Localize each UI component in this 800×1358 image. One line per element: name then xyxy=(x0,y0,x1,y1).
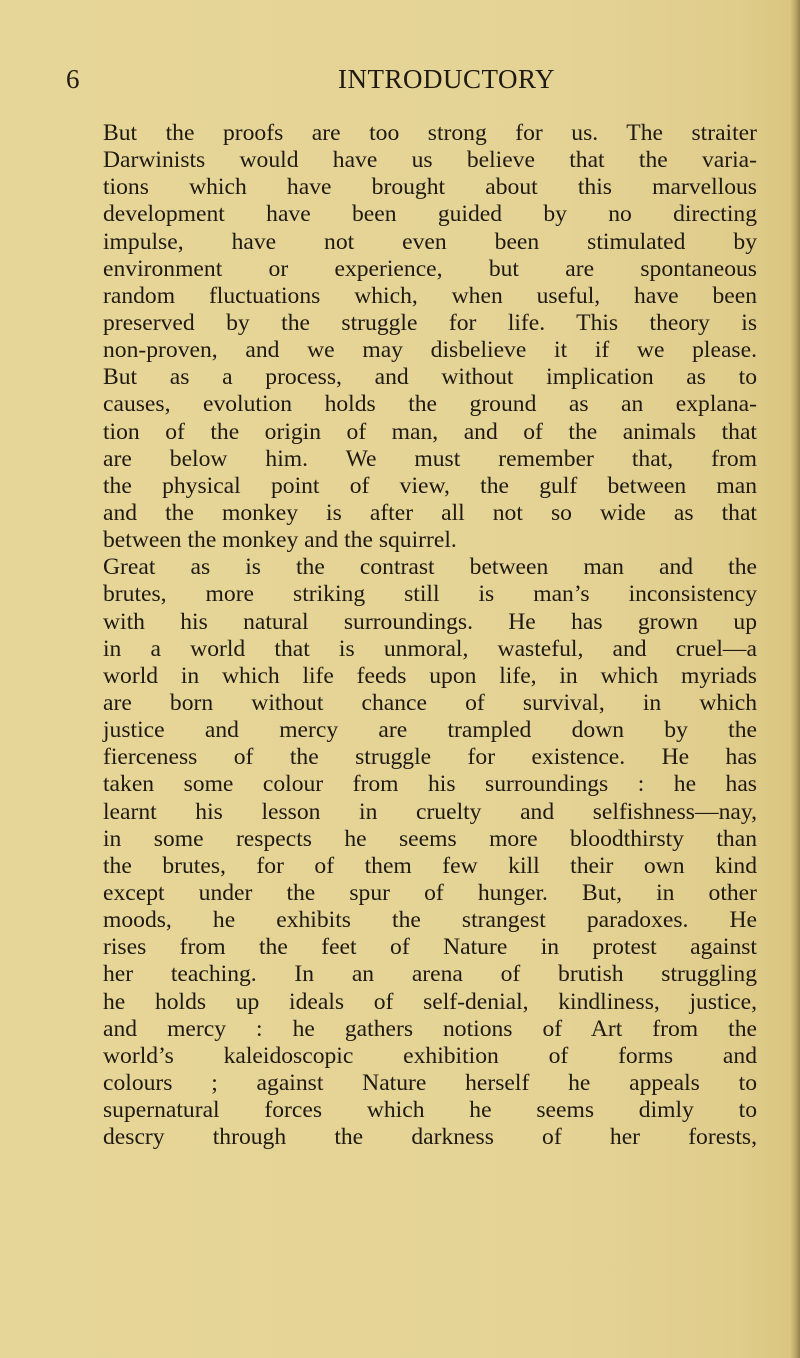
text-line: tions which have brought about this marvellous xyxy=(103,174,757,201)
text-line: learnt his lesson in cruelty and selfishness—nay, xyxy=(103,798,757,825)
text-line: the brutes, for of them few kill their own kind xyxy=(103,852,757,879)
text-line: development have been guided by no directing xyxy=(103,201,757,228)
text-line: colours ; against Nature herself he appeals to xyxy=(103,1069,757,1096)
text-line: are below him. We must remember that, from xyxy=(103,445,757,472)
text-line: impulse, have not even been stimulated by xyxy=(103,228,757,255)
text-line: fierceness of the struggle for existence. He has xyxy=(103,744,757,771)
text-line: environment or experience, but are spontaneous xyxy=(103,255,757,282)
body-text xyxy=(103,120,757,1151)
text-line: moods, he exhibits the strangest paradoxes. He xyxy=(103,907,757,934)
text-line: justice and mercy are trampled down by the xyxy=(103,717,757,744)
text-line: in some respects he seems more bloodthirsty than xyxy=(103,825,757,852)
text-line: between the monkey and the squirrel. xyxy=(103,527,457,554)
text-line: non-proven, and we may disbelieve it if we please. xyxy=(103,337,757,364)
text-line: her teaching. In an arena of brutish struggling xyxy=(103,961,757,988)
text-line: in a world that is unmoral, wasteful, and cruel—a xyxy=(103,635,757,662)
text-line: brutes, more striking still is man’s inconsistency xyxy=(103,581,757,608)
page-number: 6 xyxy=(66,64,80,94)
text-line: causes, evolution holds the ground as an explana- xyxy=(103,391,757,418)
text-line: are born without chance of survival, in which xyxy=(103,689,757,716)
text-line: random fluctuations which, when useful, have been xyxy=(103,282,757,309)
text-line: with his natural surroundings. He has grown up xyxy=(103,608,757,635)
text-line: world’s kaleidoscopic exhibition of forms and xyxy=(103,1042,757,1069)
text-line: But as a process, and without implication as to xyxy=(103,364,757,391)
text-line: and the monkey is after all not so wide as that xyxy=(103,499,757,526)
text-line: supernatural forces which he seems dimly to xyxy=(103,1097,757,1124)
text-line: tion of the origin of man, and of the animals that xyxy=(103,418,757,445)
text-line: the physical point of view, the gulf between man xyxy=(103,472,757,499)
page-edge-shadow xyxy=(790,0,800,1358)
text-line: descry through the darkness of her forests, xyxy=(103,1124,757,1151)
text-line: But the proofs are too strong for us. The straiter xyxy=(103,120,757,146)
text-line: except under the spur of hunger. But, in other xyxy=(103,879,757,906)
text-line: and mercy : he gathers notions of Art from the xyxy=(103,1015,757,1042)
text-line: rises from the feet of Nature in protest against xyxy=(103,934,757,961)
text-line: preserved by the struggle for life. This theory is xyxy=(103,309,757,336)
text-line: he holds up ideals of self-denial, kindliness, justice, xyxy=(103,988,757,1015)
page-header xyxy=(66,62,756,102)
text-line: Great as is the contrast between man and the xyxy=(103,554,757,581)
text-line: taken some colour from his surroundings : he has xyxy=(103,771,757,798)
running-head: INTRODUCTORY xyxy=(338,64,556,94)
text-line: Darwinists would have us believe that the varia- xyxy=(103,147,757,174)
text-line: world in which life feeds upon life, in which myriads xyxy=(103,662,757,689)
